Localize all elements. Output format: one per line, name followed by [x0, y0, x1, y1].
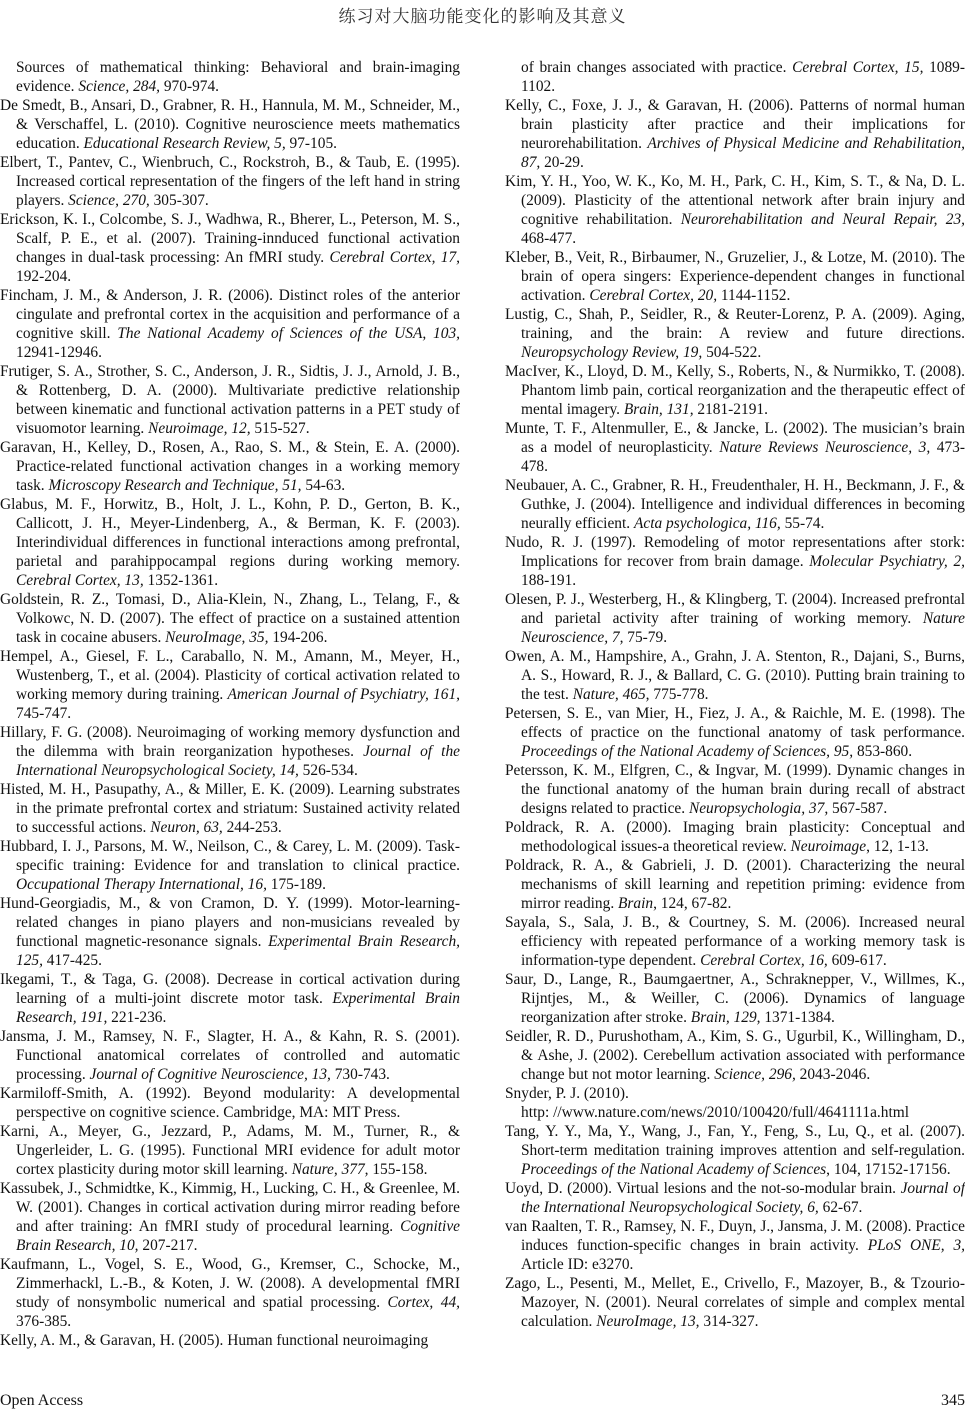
reference-entry: [505, 1179, 965, 1217]
reference-source: Molecular Psychiatry, 2,: [809, 553, 965, 570]
reference-text: 12941-12946.: [16, 344, 102, 361]
reference-source: Cerebral Cortex, 13,: [16, 572, 144, 589]
reference-entry: [0, 780, 460, 837]
reference-source: Brain: [618, 895, 654, 912]
reference-text: Hempel, A., Giesel, F. L., Caraballo, N. M., Amann, M., Meyer, H., Wustenberg, T., et al. (2004). Plasticity of cortical activation related to working memory during training.: [0, 648, 460, 703]
reference-source: Acta psychologica, 116,: [633, 515, 781, 532]
reference-text: Elbert, T., Pantev, C., Wienbruch, C., Rockstroh, B., & Taub, E. (1995). Increased cortical representation of the fingers of the left hand in string players.: [0, 154, 460, 209]
reference-text: Karni, A., Meyer, G., Jezzard, P., Adams, M. M., Turner, R., & Ungerleider, L. G. (1995). Functional MRI evidence for adult motor cortex plasticity during motor skill learning.: [0, 1123, 460, 1178]
reference-source: Neuron, 63,: [150, 819, 223, 836]
reference-text: 54-63.: [301, 477, 346, 494]
reference-text: Munte, T. F., Altenmuller, E., & Jancke, L. (2002). The musician’s brain as a model of neuroplasticity.: [505, 420, 965, 456]
reference-text: 1371-1384.: [760, 1009, 835, 1026]
reference-source: Neuropsychologia, 37,: [688, 800, 829, 817]
reference-text: 1089-1102.: [521, 59, 965, 95]
reference-entry: [0, 837, 460, 894]
reference-entry: [0, 362, 460, 438]
reference-text: Hillary, F. G. (2008). Neuroimaging of working memory dysfunction and the dilemma with brain reorganization hypotheses.: [0, 724, 460, 760]
reference-source: Cerebral Cortex, 16,: [700, 952, 828, 969]
reference-text: , 124, 67-82.: [653, 895, 732, 912]
reference-entry: [505, 1084, 965, 1103]
reference-text: 417-425.: [42, 952, 102, 969]
reference-text: Hubbard, I. J., Parsons, M. W., Neilson, C., & Carey, L. M. (2009). Task-specific training: Evidence for and translation to clinical practice.: [0, 838, 460, 874]
reference-source: Journal of the International Neuropsychological Society, 14,: [16, 743, 460, 779]
reference-source: Proceedings of the National Academy of Sciences, 95,: [521, 743, 854, 760]
reference-entry: [505, 970, 965, 1027]
reference-text: Kassubek, J., Schmidtke, K., Kimmig, H., Lucking, C. H., & Greenlee, M. W. (2001). Changes in cortical activation during mirror reading before and after training: An fMRI study of procedural learning.: [0, 1180, 460, 1235]
reference-entry: [505, 818, 965, 856]
reference-text: 97-105.: [285, 135, 337, 152]
reference-text: Histed, M. H., Pasupathy, A., & Miller, E. K. (2009). Learning substrates in the primate prefrontal cortex and striatum: Sustained activity related to successful actions.: [0, 781, 460, 836]
reference-text: Neubauer, A. C., Grabner, R. H., Freudenthaler, H. H., Beckmann, J. F., & Guthke, J. (2004). Intelligence and individual differences in becoming neurally efficient.: [505, 477, 965, 532]
reference-source: Cognitive Brain Research, 10,: [16, 1218, 460, 1254]
reference-text: 468-477.: [521, 230, 577, 247]
reference-entry: [505, 1027, 965, 1084]
reference-entry: [0, 153, 460, 210]
reference-entry: [505, 419, 965, 476]
reference-text: 504-522.: [702, 344, 762, 361]
reference-entry: [505, 647, 965, 704]
reference-text: 244-253.: [222, 819, 282, 836]
reference-entry: [505, 856, 965, 913]
reference-text: Kelly, C., Foxe, J. J., & Garavan, H. (2006). Patterns of normal human brain plasticity after practice and their implications for neurorehabilitation.: [505, 97, 965, 152]
reference-source: Neuroimage: [790, 838, 867, 855]
reference-text: Lustig, C., Shah, P., Seidler, R., & Reuter-Lorenz, P. A. (2009). Aging, training, and the brain: A review and future directions.: [505, 306, 965, 342]
reference-source: Educational Research Review, 5,: [83, 135, 286, 152]
reference-entry: [0, 495, 460, 590]
reference-source: Journal of the International Neuropsychological Society, 6,: [521, 1180, 965, 1216]
reference-source: American Journal of Psychiatry, 161,: [227, 686, 460, 703]
reference-text: Article ID: e3270.: [521, 1256, 634, 1273]
reference-text: 1144-1152.: [717, 287, 791, 304]
reference-text: 20-29.: [540, 154, 584, 171]
reference-text: 175-189.: [266, 876, 326, 893]
reference-text: 207-217.: [138, 1237, 198, 1254]
reference-entry: [0, 1122, 460, 1179]
reference-text: Petersson, K. M., Elfgren, C., & Ingvar, M. (1999). Dynamic changes in the functional anatomy of the human brain during recall of abstract designs related to practice.: [505, 762, 965, 817]
running-header: 练习对大脑功能变化的影响及其意义: [338, 7, 627, 27]
reference-entry: [505, 305, 965, 362]
reference-text: 376-385.: [16, 1313, 72, 1330]
reference-text: 775-778.: [649, 686, 709, 703]
reference-text: Kim, Y. H., Yoo, W. K., Ko, M. H., Park, C. H., Kim, S. T., & Na, D. L. (2009). Plasticity of the attentional network after brain injury and cognitive rehabilitation.: [505, 173, 965, 228]
reference-entry: [0, 438, 460, 495]
references-left-column: [0, 58, 460, 1350]
reference-text: Zago, L., Pesenti, M., Mellet, E., Crivello, F., Mazoyer, B., & Tzourio-Mazoyer, N. (2001). Neural correlates of simple and complex mental calculation.: [505, 1275, 965, 1330]
reference-text: 970-974.: [160, 78, 220, 95]
reference-entry: [0, 1084, 460, 1122]
reference-source: Nature Reviews Neuroscience, 3,: [719, 439, 931, 456]
reference-text: Nudo, R. J. (1997). Remodeling of motor representations after stork: Implications for recover from brain damage.: [505, 534, 965, 570]
reference-text: Kelly, A. M., & Garavan, H. (2005). Human functional neuroimaging: [0, 1332, 429, 1349]
reference-text: 730-743.: [330, 1066, 390, 1083]
reference-entry: [505, 704, 965, 761]
reference-source: Cerebral Cortex, 17,: [329, 249, 460, 266]
reference-source: PLoS ONE, 3,: [867, 1237, 965, 1254]
reference-text: Petersen, S. E., van Mier, H., Fiez, J. A., & Raichle, M. E. (1998). The effects of practice on the functional anatomy of task performance.: [505, 705, 965, 741]
reference-text: MacIver, K., Lloyd, D. M., Kelly, S., Roberts, N., & Nurmikko, T. (2008). Phantom limb pain, cortical reorganization and the therapeutic effect of mental imagery.: [505, 363, 965, 418]
reference-entry: [505, 1274, 965, 1331]
reference-text: Saur, D., Lange, R., Baumgaertner, A., Schraknepper, V., Willmes, K., Rijntjes, M., & Weiller, C. (2006). Dynamics of language reorganization after stroke.: [505, 971, 965, 1026]
reference-entry: [505, 476, 965, 533]
reference-entry: [0, 590, 460, 647]
reference-text: 62-67.: [818, 1199, 863, 1216]
reference-text: Kaufmann, L., Vogel, S. E., Wood, G., Kremser, C., Schocke, M., Zimmerhackl, L.-B., & Koten, J. W. (2008). A developmental fMRI study of nonsymbolic numerical and spatial processing.: [0, 1256, 460, 1311]
reference-text: 55-74.: [780, 515, 825, 532]
reference-source: Experimental Brain Research, 125,: [16, 933, 460, 969]
reference-text: Seidler, R. D., Purushotham, A., Kim, S. G., Ugurbil, K., Willingham, D., & Ashe, J. (2002). Cerebellum activation associated with performance change but not motor learning.: [505, 1028, 965, 1083]
footer-open-access: Open Access: [0, 1392, 84, 1409]
reference-text: 609-617.: [827, 952, 887, 969]
reference-text: Goldstein, R. Z., Tomasi, D., Alia-Klein, N., Zhang, L., Telang, F., & Volkowc, N. D. (2007). The effect of practice on a sustained attention task in cocaine abusers.: [0, 591, 460, 646]
reference-entry: [505, 362, 965, 419]
reference-source: Nature, 377,: [291, 1161, 369, 1178]
reference-text: Garavan, H., Kelley, D., Rosen, A., Rao, S. M., & Stein, E. A. (2000). Practice-related functional activation changes in a working memory task.: [0, 439, 460, 494]
reference-entry: [505, 1103, 965, 1122]
reference-text: Poldrack, R. A. (2000). Imaging brain plasticity: Conceptual and methodological issues-a theoretical review.: [505, 819, 965, 855]
reference-entry: [505, 913, 965, 970]
reference-text: , 12, 1-13.: [866, 838, 929, 855]
reference-entry: [0, 96, 460, 153]
reference-source: NeuroImage, 35,: [165, 629, 269, 646]
reference-entry: [505, 533, 965, 590]
reference-text: 75-79.: [623, 629, 668, 646]
reference-text: 314-327.: [699, 1313, 759, 1330]
reference-text: 192-204.: [16, 268, 72, 285]
reference-text: of brain changes associated with practice.: [521, 59, 793, 76]
reference-entry: [0, 1255, 460, 1331]
reference-source: Archives of Physical Medicine and Rehabilitation, 87,: [521, 135, 965, 171]
reference-entry: [0, 1179, 460, 1255]
reference-text: Uoyd, D. (2000). Virtual lesions and the not-so-modular brain.: [505, 1180, 901, 1197]
reference-source: Neurorehabilitation and Neural Repair, 23,: [680, 211, 965, 228]
reference-text: Sayala, S., Sala, J. B., & Courtney, S. M. (2006). Increased neural efficiency with repeated performance of a working memory task is information-type dependent.: [505, 914, 965, 969]
reference-source: The National Academy of Sciences of the USA, 103,: [117, 325, 460, 342]
reference-source: Cerebral Cortex, 20,: [589, 287, 718, 304]
reference-source: Cerebral Cortex, 15,: [792, 59, 924, 76]
reference-text: Fincham, J. M., & Anderson, J. R. (2006). Distinct roles of the anterior cingulate and prefrontal cortex in the acquisition and performance of a cognitive skill.: [0, 287, 460, 342]
reference-entry: [0, 1027, 460, 1084]
reference-text: Owen, A. M., Hampshire, A., Grahn, J. A. Stenton, R., Dajani, S., Burns, A. S., Howard, R. J., & Ballard, C. G. (2010). Putting brain training to the test.: [505, 648, 965, 703]
reference-source: Nature Neuroscience, 7,: [521, 610, 965, 646]
reference-source: Experimental Brain Research, 191,: [16, 990, 460, 1026]
reference-text: 2181-2191.: [693, 401, 768, 418]
reference-source: Cortex, 44,: [387, 1294, 460, 1311]
reference-text: Jansma, J. M., Ramsey, N. F., Slagter, H. A., & Kahn, R. S. (2001). Functional anatomical correlates of controlled and automatic processing.: [0, 1028, 460, 1083]
reference-source: Neuropsychology Review, 19,: [521, 344, 703, 361]
reference-source: Neuroimage, 12,: [148, 420, 251, 437]
reference-text: http: //www.nature.com/news/2010/100420/full/4641111a.html: [521, 1104, 909, 1121]
reference-text: De Smedt, B., Ansari, D., Grabner, R. H., Hannula, M. M., Schneider, M., & Verschaffel, L. (2010). Cognitive neuroscience meets mathematics education.: [0, 97, 460, 152]
reference-entry: [0, 210, 460, 286]
reference-entry: [0, 58, 460, 96]
reference-text: 2043-2046.: [795, 1066, 871, 1083]
reference-entry: [505, 1217, 965, 1274]
reference-text: Karmiloff-Smith, A. (1992). Beyond modularity: A developmental perspective on cognitive science. Cambridge, MA: MIT Press.: [0, 1085, 460, 1121]
reference-text: 853-860.: [853, 743, 913, 760]
reference-text: 567-587.: [828, 800, 888, 817]
reference-entry: [505, 248, 965, 305]
reference-text: 526-534.: [298, 762, 358, 779]
reference-source: Brain, 129,: [690, 1009, 761, 1026]
reference-source: Brain, 131,: [623, 401, 694, 418]
reference-text: Glabus, M. F., Horwitz, B., Holt, J. L., Kohn, P. D., Gerton, B. K., Callicott, J. H., Meyer-Lindenberg, A., & Berman, K. F. (2003). Interindividual differences in functional interactions among prefrontal, parietal and parahippocampal regions during working memory.: [0, 496, 460, 570]
reference-entry: [505, 96, 965, 172]
reference-text: , 104, 17152-17156.: [826, 1161, 951, 1178]
reference-text: 473-478.: [521, 439, 965, 475]
references-right-column: [505, 58, 965, 1331]
reference-text: 515-527.: [250, 420, 310, 437]
page-number: 345: [941, 1392, 965, 1409]
reference-entry: [505, 1122, 965, 1179]
reference-source: Proceedings of the National Academy of Sciences: [521, 1161, 827, 1178]
reference-source: Science, 284,: [78, 78, 161, 95]
reference-entry: [505, 590, 965, 647]
reference-text: 155-158.: [368, 1161, 428, 1178]
reference-source: Microscopy Research and Technique, 51,: [48, 477, 302, 494]
reference-entry: [505, 761, 965, 818]
reference-entry: [0, 647, 460, 723]
reference-text: van Raalten, T. R., Ramsey, N. F., Duyn, J., Jansma, J. M. (2008). Practice induces function-specific changes in brain activity.: [505, 1218, 965, 1254]
reference-text: Poldrack, R. A., & Gabrieli, J. D. (2001). Characterizing the neural mechanisms of skill learning and repetition priming: evidence from mirror reading.: [505, 857, 965, 912]
reference-source: Journal of Cognitive Neuroscience, 13,: [89, 1066, 331, 1083]
reference-source: Occupational Therapy International, 16,: [16, 876, 267, 893]
reference-text: Kleber, B., Veit, R., Birbaumer, N., Gruzelier, J., & Lotze, M. (2010). The brain of opera singers: Experience-dependent changes in functional activation.: [505, 249, 965, 304]
reference-source: Science, 270,: [68, 192, 150, 209]
reference-text: 221-236.: [107, 1009, 167, 1026]
reference-entry: [505, 58, 965, 96]
reference-text: Tang, Y. Y., Ma, Y., Wang, J., Fan, Y., Feng, S., Lu, Q., et al. (2007). Short-term meditation training improves attention and self-regulation.: [505, 1123, 965, 1159]
reference-entry: [0, 286, 460, 362]
reference-source: NeuroImage, 13,: [596, 1313, 700, 1330]
reference-text: Frutiger, S. A., Strother, S. C., Anderson, J. R., Sidtis, J. J., Arnold, J. B., & Rottenberg, D. A. (2000). Multivariate predictive relationship between kinematic and functional activation patterns in a PET study of visuomotor learning.: [0, 363, 460, 437]
reference-entry: [0, 894, 460, 970]
reference-entry: [0, 723, 460, 780]
reference-text: Erickson, K. I., Colcombe, S. J., Wadhwa, R., Bherer, L., Peterson, M. S., Scalf, P. E., et al. (2007). Training-innduced functional activation changes in dual-task processing: An fMRI study.: [0, 211, 460, 266]
reference-source: Science, 296,: [714, 1066, 796, 1083]
reference-entry: [0, 970, 460, 1027]
reference-text: Snyder, P. J. (2010).: [505, 1085, 629, 1102]
reference-text: Hund-Georgiadis, M., & von Cramon, D. Y. (1999). Motor-learning-related changes in piano players and non-musicians revealed by functional magnetic-resonance signals.: [0, 895, 460, 950]
reference-entry: [505, 172, 965, 248]
reference-entry: [0, 1331, 460, 1350]
reference-source: Nature, 465,: [572, 686, 650, 703]
reference-text: 1352-1361.: [143, 572, 219, 589]
reference-text: Sources of mathematical thinking: Behavioral and brain-imaging evidence.: [16, 59, 460, 95]
reference-text: 745-747.: [16, 705, 72, 722]
reference-text: 305-307.: [149, 192, 209, 209]
reference-text: 194-206.: [268, 629, 328, 646]
reference-text: 188-191.: [521, 572, 577, 589]
reference-text: Olesen, P. J., Westerberg, H., & Klingberg, T. (2004). Increased prefrontal and parietal activity after training of working memory.: [505, 591, 965, 627]
reference-text: Ikegami, T., & Taga, G. (2008). Decrease in cortical activation during learning of a multi-joint discrete motor task.: [0, 971, 460, 1007]
